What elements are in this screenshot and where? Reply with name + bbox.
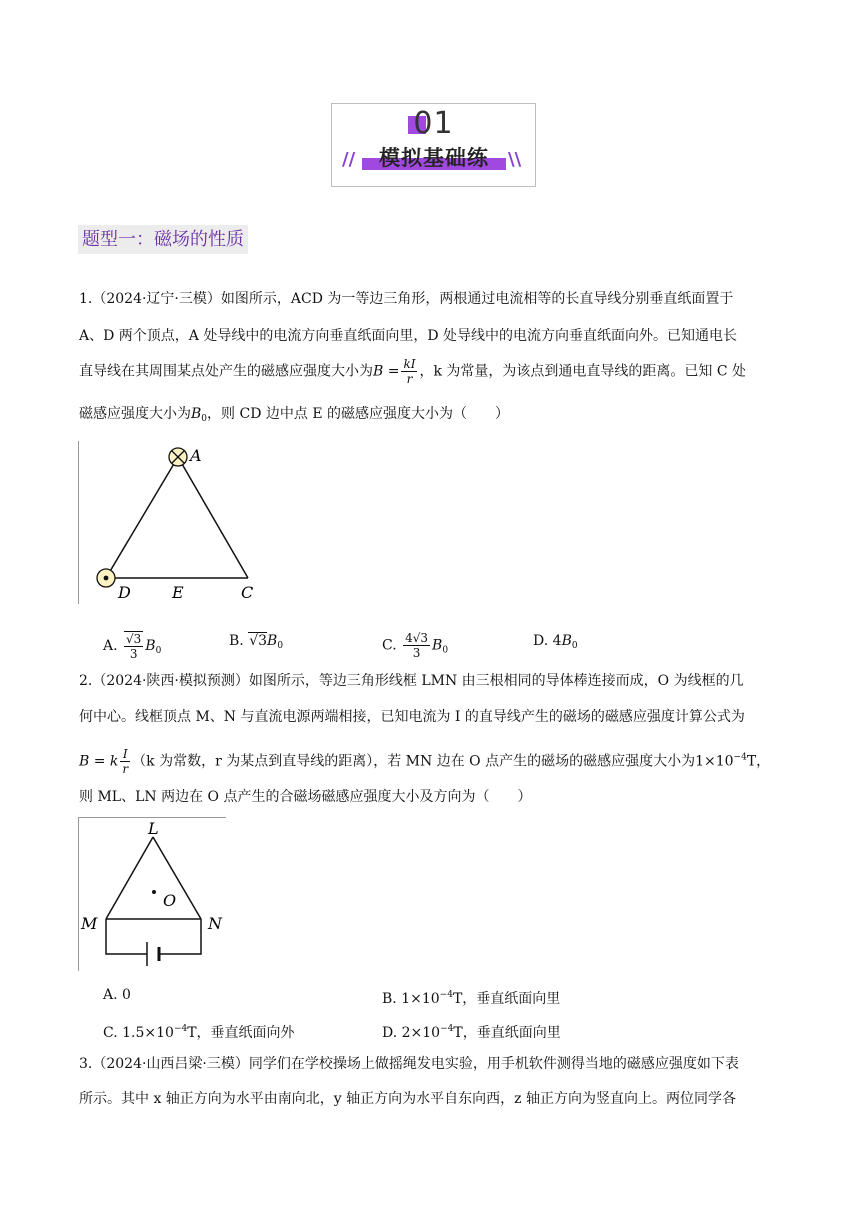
q1-line-4-pre: 磁感应强度大小为 (79, 406, 191, 422)
q2-wire-right (159, 919, 201, 954)
q2-option-c-val: 1.5×10 (122, 1025, 174, 1041)
q1-option-a[interactable] (103, 631, 161, 661)
q1-side-ac (178, 457, 248, 578)
q2-side-ln (153, 837, 201, 919)
q1-option-d-key: D. (533, 633, 549, 649)
q1-option-d[interactable] (533, 631, 578, 656)
q2-formula-lhs: B = k (79, 753, 119, 770)
q1-option-d-pre: 4 (552, 633, 562, 649)
q1-line-2: A、D 两个顶点，A 处导线中的电流方向垂直纸面向里，D 处导线中的电流方向垂直纸面向外。已知通电长 (79, 328, 738, 344)
q2-option-c[interactable] (103, 1019, 295, 1043)
q2-option-c-unit: T，垂直纸面向外 (187, 1025, 295, 1041)
q2-option-a[interactable] (103, 985, 131, 1005)
q1-option-a-var: B (145, 638, 156, 654)
q1-option-b-key: B. (229, 633, 244, 649)
q1-line-4 (79, 404, 509, 429)
q2-line-3 (79, 747, 770, 776)
q2-option-b-key: B. (382, 991, 397, 1007)
q2-formula-numerator: I (120, 747, 130, 762)
q1-formula-lhs: B = (373, 363, 400, 380)
q2-option-d[interactable] (382, 1019, 561, 1043)
q2-line-1: 2.（2024·陕西·模拟预测）如图所示，等边三角形线框 LMN 由三根相同的导体棒连接而成，O 为线框的几 (79, 673, 744, 689)
current-into-page-icon (169, 448, 187, 466)
q1-formula-denominator: r (406, 372, 413, 386)
q2-line-3-unit: T， (746, 753, 771, 770)
q2-formula-fraction (120, 747, 130, 776)
q1-option-c-den: 3 (412, 646, 421, 660)
q1-label-c: C (241, 583, 254, 602)
q1-option-a-sub: 0 (155, 646, 162, 656)
q1-b0-var: B (191, 406, 202, 422)
q1-option-b-var: B (267, 633, 278, 649)
q1-line-1: 1.（2024·辽宁·三模）如图所示，ACD 为一等边三角形，两根通过电流相等的长直导线分别垂直纸面置于 (79, 291, 734, 307)
q1-formula-fraction (401, 357, 417, 386)
q1-label-a: A (190, 446, 202, 465)
q2-option-c-exp: −4 (173, 1024, 188, 1034)
badge-number: 01 (413, 106, 454, 141)
q2-label-o: O (163, 891, 177, 910)
q2-option-b-exp: −4 (439, 990, 453, 1000)
q1-option-c[interactable] (382, 631, 448, 661)
q1-line-3-pre: 直导线在其周围某点处产生的磁感应强度大小为 (79, 363, 373, 380)
q2-option-d-exp: −4 (440, 1024, 454, 1034)
q1-line-4-post: ，则 CD 边中点 E 的磁感应强度大小为（ ） (207, 406, 509, 422)
q1-option-d-sub: 0 (571, 641, 578, 651)
q2-wire-left (106, 919, 147, 954)
q1-line-3-post: ，k 为常量，为该点到通电直导线的距离。已知 C 处 (419, 363, 747, 380)
q2-label-m: M (81, 914, 98, 933)
q1-option-c-var: B (432, 637, 443, 654)
badge-right-slash: \\ (508, 149, 522, 170)
q2-option-a-key: A. (103, 987, 118, 1003)
q2-line-4: 则 ML、LN 两边在 O 点产生的合磁场磁感应强度大小及方向为（ ） (79, 789, 532, 805)
q1-label-d: D (118, 583, 131, 602)
q1-option-a-key: A. (103, 638, 118, 654)
q2-option-a-text: 0 (122, 987, 131, 1003)
badge-left-slash: // (342, 149, 356, 170)
q1-figure-border (78, 441, 79, 604)
q2-side-ml (106, 837, 153, 919)
q2-line-3-mid: （k 为常数，r 为某点到直导线的距离），若 MN 边在 O 点产生的磁场的磁感应强度大小为 (132, 753, 696, 770)
q1-option-c-fraction (403, 631, 430, 660)
q1-option-a-fraction (124, 631, 143, 661)
q1-side-ad (106, 457, 178, 578)
q2-label-n: N (208, 914, 222, 933)
q1-option-c-num: 4√3 (405, 631, 429, 645)
q2-label-l: L (148, 819, 159, 838)
section-badge (331, 103, 536, 187)
q2-formula-denominator: r (122, 762, 129, 776)
q2-line-3-exp: −4 (733, 752, 747, 763)
q2-option-b-unit: T，垂直纸面向里 (452, 991, 561, 1007)
section-heading (78, 225, 248, 254)
q2-option-b-val: 1×10 (401, 991, 440, 1007)
current-out-of-page-icon (97, 569, 115, 587)
q1-option-c-key: C. (382, 637, 397, 654)
q2-option-d-val: 2×10 (401, 1025, 441, 1041)
badge-title-bar (362, 142, 506, 172)
q2-center-point (152, 890, 156, 894)
q1-line-3 (79, 357, 746, 386)
q3-line-1: 3.（2024·山西吕梁·三模）同学们在学校操场上做摇绳发电实验，用手机软件测得当地的磁感应强度如下表 (79, 1056, 739, 1072)
q1-option-b-sub: 0 (277, 641, 284, 651)
badge-title: 模拟基础练 (379, 146, 489, 170)
battery-icon (147, 942, 159, 966)
q1-triangle-figure (80, 441, 280, 606)
q2-option-d-key: D. (382, 1025, 398, 1041)
q1-option-d-var: B (561, 633, 572, 649)
q2-line-3-val: 1×10 (695, 753, 734, 770)
q2-line-2: 何中心。线框顶点 M、N 与直流电源两端相接，已知电流为 I 的直导线产生的磁场的磁感应强度计算公式为 (79, 709, 745, 725)
q1-b0-sub: 0 (201, 414, 208, 424)
q1-option-b[interactable] (229, 631, 283, 656)
section-heading-text: 题型一：磁场的性质 (82, 229, 244, 250)
q1-option-c-sub: 0 (442, 645, 449, 656)
q1-option-a-den: 3 (129, 647, 138, 661)
q2-option-c-key: C. (103, 1025, 118, 1041)
q3-line-2: 所示。其中 x 轴正方向为水平由南向北，y 轴正方向为水平自东向西，z 轴正方向为竖直向上。两位同学各 (79, 1091, 736, 1107)
q2-option-d-unit: T，垂直纸面向里 (453, 1025, 561, 1041)
q1-option-b-pre: √3 (249, 633, 268, 649)
q1-formula-numerator: kI (403, 357, 416, 371)
q1-option-a-num: √3 (126, 632, 142, 646)
q2-option-b[interactable] (382, 985, 560, 1009)
q2-triangle-figure (79, 818, 239, 973)
q1-label-e: E (172, 583, 184, 602)
